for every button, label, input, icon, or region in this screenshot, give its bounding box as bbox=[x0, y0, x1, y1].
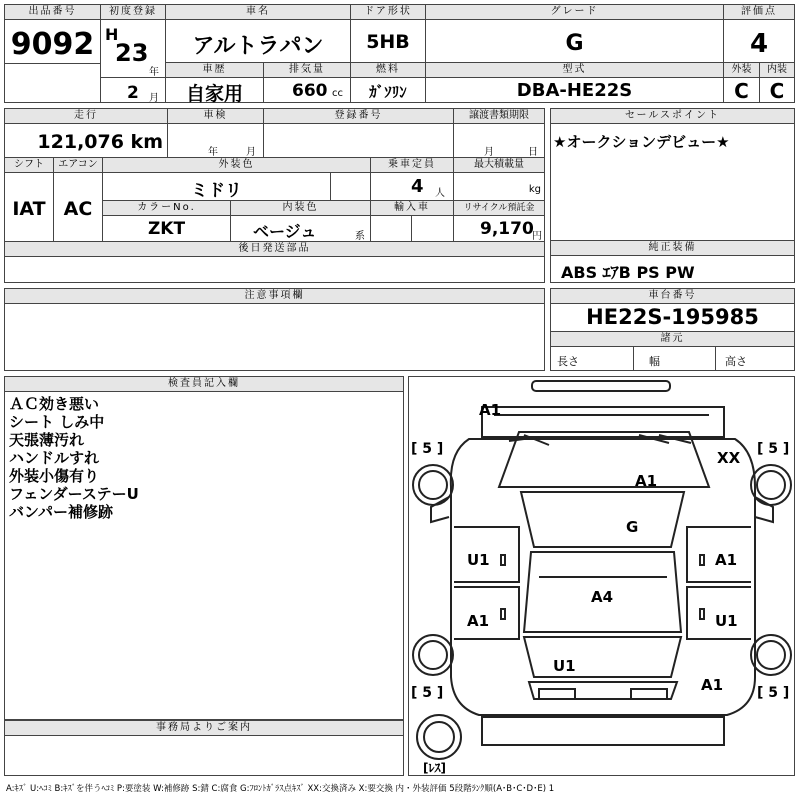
interior-value: C bbox=[769, 79, 785, 103]
capacity-unit: 人 bbox=[435, 188, 445, 199]
score-cell bbox=[723, 4, 795, 63]
score-label: 評価点 bbox=[724, 5, 794, 20]
sales-point-value: ★オークションデビュー★ bbox=[553, 133, 730, 151]
damage-mark: A1 bbox=[635, 472, 658, 490]
height-label: 高さ bbox=[725, 355, 747, 368]
import-label: 輸入車 bbox=[371, 201, 453, 216]
displacement-label: 排気量 bbox=[264, 63, 350, 78]
history-value: 自家用 bbox=[185, 83, 243, 105]
note-line: バンパー補修跡 bbox=[9, 503, 113, 521]
note-line: シート しみ中 bbox=[9, 413, 105, 431]
transfer-month-unit: 月 bbox=[484, 147, 494, 158]
shift-label: シフト bbox=[5, 158, 53, 173]
interior-label: 内装 bbox=[760, 63, 794, 78]
int-color-value: ベージュ bbox=[253, 222, 317, 241]
capacity-cell bbox=[370, 157, 454, 201]
recycle-label: リサイクル預託金 bbox=[454, 201, 544, 216]
damage-mark: A1 bbox=[715, 551, 738, 569]
recycle-cell bbox=[453, 200, 545, 242]
dims-label: 諸元 bbox=[551, 331, 794, 347]
inspector-label: 検査員記入欄 bbox=[5, 377, 403, 392]
legend-text: A:ｷｽﾞ U:ﾍｺﾐ B:ｷｽﾞを伴うﾍｺﾐ P:要塗装 W:補修跡 S:錆 C:腐食 G:ﾌﾛﾝﾄｶﾞﾗｽ点ｷｽﾞ XX:交換済み X:要交換 内・外装評価 5段階ﾗﾝｸ順(A･B･C･D･E) 1 bbox=[6, 784, 555, 794]
transfer-cell bbox=[453, 108, 545, 158]
ext-color-cell bbox=[102, 157, 371, 201]
equipment-value: ABS ｴｱB PS PW bbox=[561, 263, 695, 282]
era-value: H bbox=[105, 25, 119, 44]
note-line: ＡＣ効き悪い bbox=[9, 395, 100, 413]
mileage-label: 走行 bbox=[5, 109, 167, 124]
import-cell bbox=[370, 200, 454, 242]
damage-mark: G bbox=[626, 518, 639, 536]
width-label: 幅 bbox=[649, 355, 660, 368]
office-notice-cell bbox=[4, 720, 404, 776]
later-parts-label: 後日発送部品 bbox=[5, 242, 544, 257]
damage-mark: U1 bbox=[715, 612, 738, 630]
chassis-cell bbox=[550, 288, 795, 371]
fuel-label: 燃料 bbox=[351, 63, 425, 78]
damage-mark: U1 bbox=[553, 657, 576, 675]
score-value: 4 bbox=[749, 29, 769, 59]
equipment-cell bbox=[550, 240, 795, 283]
recycle-unit: 円 bbox=[532, 231, 542, 242]
reg-month-value: 2 bbox=[127, 83, 139, 103]
grade-value: G bbox=[565, 31, 584, 56]
reg-number-label: 登録番号 bbox=[264, 109, 453, 124]
color-no-label: カラーNo. bbox=[103, 201, 230, 216]
sales-point-cell bbox=[550, 108, 795, 241]
later-parts-cell bbox=[4, 241, 545, 283]
shift-value: IAT bbox=[12, 198, 46, 220]
note-line: フェンダーステーU bbox=[9, 485, 139, 503]
sales-point-label: セールスポイント bbox=[551, 109, 794, 124]
recycle-value: 9,170 bbox=[480, 219, 534, 239]
lot-number-cell bbox=[4, 4, 101, 103]
history-label: 車歴 bbox=[166, 63, 263, 78]
tire-score-front-right: [ 5 ] bbox=[757, 441, 790, 457]
color-no-cell bbox=[102, 200, 231, 242]
year-unit: 年 bbox=[149, 67, 159, 78]
note-line: 天張薄汚れ bbox=[9, 431, 85, 449]
damage-mark: A1 bbox=[467, 612, 490, 630]
aircon-label: エアコン bbox=[54, 158, 102, 173]
damage-mark: A1 bbox=[701, 676, 724, 694]
month-unit: 月 bbox=[149, 93, 159, 104]
note-line: 外装小傷有り bbox=[9, 467, 100, 485]
int-color-cell bbox=[230, 200, 371, 242]
inspection-label: 車検 bbox=[168, 109, 263, 124]
max-load-unit: kg bbox=[528, 184, 541, 195]
displacement-unit: cc bbox=[332, 88, 343, 99]
car-outline-drawing bbox=[409, 377, 796, 777]
capacity-value: 4 bbox=[411, 176, 424, 197]
damage-mark: XX bbox=[717, 449, 741, 467]
car-name-value: アルトラパン bbox=[192, 34, 324, 59]
mileage-value: 121,076 km bbox=[37, 131, 163, 153]
displacement-cell bbox=[263, 62, 351, 103]
car-name-label: 車名 bbox=[166, 5, 350, 20]
damage-mark: U1 bbox=[467, 551, 490, 569]
exterior-label: 外装 bbox=[724, 63, 759, 78]
model-cell bbox=[425, 62, 724, 103]
max-load-label: 最大積載量 bbox=[454, 158, 544, 173]
model-label: 型式 bbox=[426, 63, 723, 78]
aircon-cell bbox=[53, 157, 103, 242]
note-line: ハンドルすれ bbox=[9, 449, 100, 467]
lot-number-value: 9092 bbox=[10, 27, 95, 62]
door-cell bbox=[350, 4, 426, 63]
inspection-cell bbox=[167, 108, 264, 158]
car-name-cell bbox=[165, 4, 351, 63]
damage-mark: A4 bbox=[591, 588, 614, 606]
transfer-label: 譲渡書類期限 bbox=[454, 109, 544, 124]
damage-mark: A1 bbox=[479, 401, 502, 419]
displacement-value: 660 bbox=[292, 81, 328, 101]
door-value: 5HB bbox=[366, 31, 410, 53]
capacity-label: 乗車定員 bbox=[371, 158, 453, 173]
model-value: DBA-HE22S bbox=[516, 80, 633, 101]
cautions-label: 注意事項欄 bbox=[5, 289, 544, 304]
reg-year-value: 23 bbox=[115, 39, 149, 67]
spare-tire-label: [ﾚｽ] bbox=[423, 761, 446, 775]
ext-color-label: 外装色 bbox=[103, 158, 370, 173]
int-color-suffix: 系 bbox=[355, 231, 365, 242]
cautions-cell bbox=[4, 288, 545, 371]
grade-label: グレード bbox=[426, 5, 723, 20]
inspection-month-unit: 月 bbox=[246, 147, 256, 158]
ext-color-value: ミドリ bbox=[191, 181, 242, 201]
color-no-value: ZKT bbox=[147, 219, 186, 239]
office-label: 事務局よりご案内 bbox=[5, 721, 403, 736]
history-cell bbox=[165, 62, 264, 103]
transfer-day-unit: 日 bbox=[528, 147, 538, 158]
chassis-value: HE22S-195985 bbox=[586, 305, 759, 329]
interior-cell bbox=[759, 62, 795, 103]
fuel-cell bbox=[350, 62, 426, 103]
tire-score-rear-right: [ 5 ] bbox=[757, 685, 790, 701]
max-load-cell bbox=[453, 157, 545, 201]
chassis-label: 車台番号 bbox=[551, 289, 794, 304]
reg-number-cell bbox=[263, 108, 454, 158]
int-color-label: 内装色 bbox=[231, 201, 370, 216]
lot-number-label: 出品番号 bbox=[5, 5, 100, 20]
inspector-notes-cell bbox=[4, 376, 404, 720]
first-reg-label: 初度登録 bbox=[101, 5, 165, 20]
tire-score-front-left: [ 5 ] bbox=[411, 441, 444, 457]
grade-cell bbox=[425, 4, 724, 63]
car-diagram bbox=[408, 376, 795, 776]
shift-cell bbox=[4, 157, 54, 242]
inspection-year-unit: 年 bbox=[208, 147, 218, 158]
door-label: ドア形状 bbox=[351, 5, 425, 20]
mileage-cell bbox=[4, 108, 168, 158]
tire-score-rear-left: [ 5 ] bbox=[411, 685, 444, 701]
first-reg-cell bbox=[100, 4, 166, 103]
length-label: 長さ bbox=[557, 355, 579, 368]
fuel-value: ｶﾞｿﾘﾝ bbox=[369, 83, 407, 101]
exterior-value: C bbox=[734, 79, 749, 103]
equipment-label: 純正装備 bbox=[551, 241, 794, 256]
exterior-cell bbox=[723, 62, 760, 103]
aircon-value: AC bbox=[63, 198, 93, 220]
